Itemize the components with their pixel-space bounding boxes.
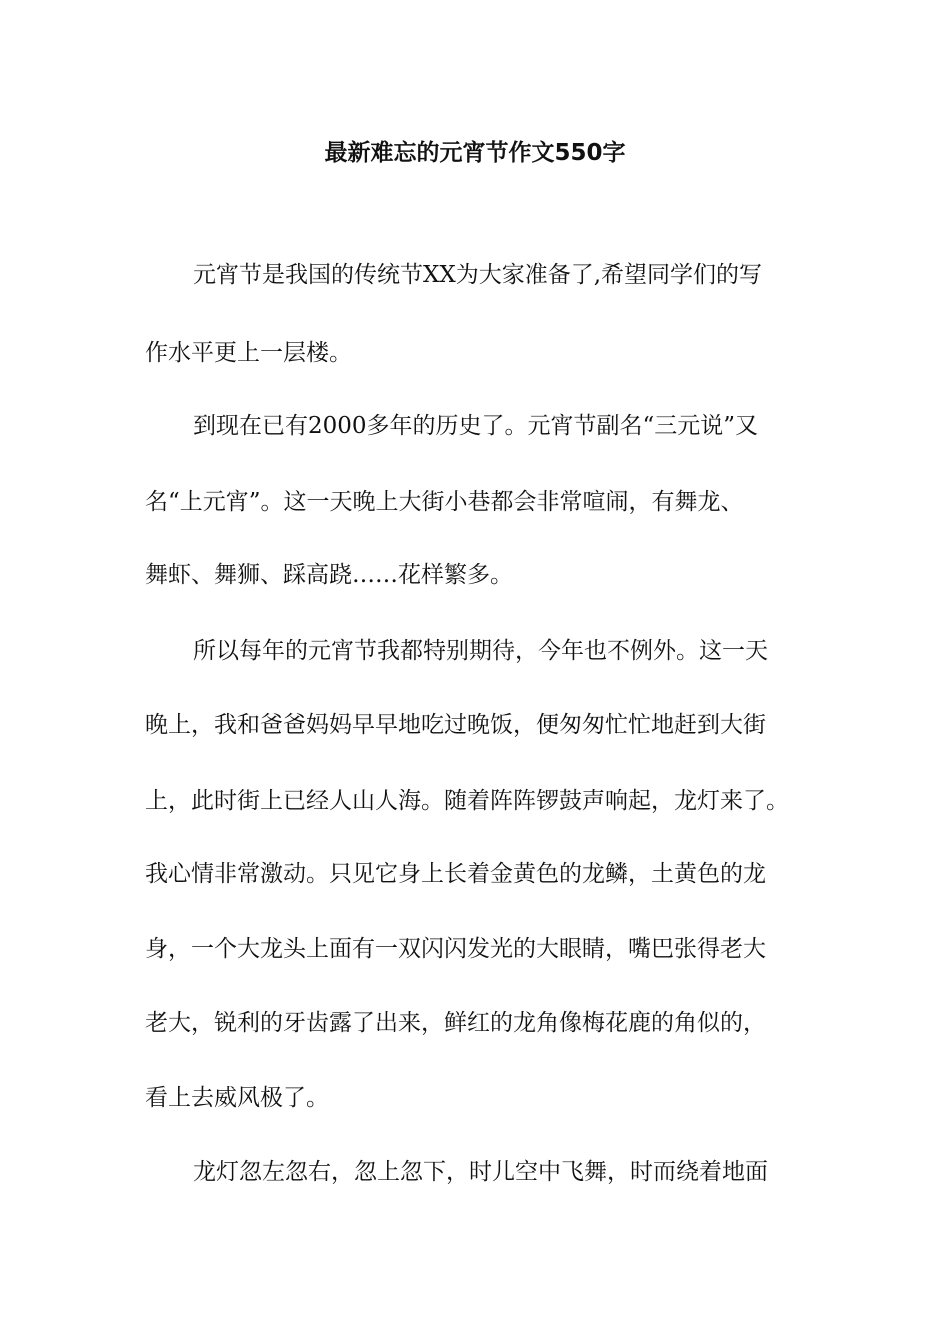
paragraph-3-line-2: 晚上，我和爸爸妈妈早早地吃过晚饭，便匆匆忙忙地赶到大街	[145, 712, 766, 738]
paragraph-2-line-2: 名“上元宵”。这一天晚上大街小巷都会非常喧闹，有舞龙、	[145, 489, 744, 515]
paragraph-3-line-6: 老大，锐利的牙齿露了出来，鲜红的龙角像梅花鹿的角似的，	[145, 1010, 766, 1036]
paragraph-3-line-3: 上，此时街上已经人山人海。随着阵阵锣鼓声响起，龙灯来了。	[145, 788, 789, 814]
paragraph-3-line-7: 看上去威风极了。	[145, 1085, 329, 1111]
paragraph-1-line-1: 元宵节是我国的传统节XX为大家准备了,希望同学们的写	[193, 262, 763, 288]
paragraph-3-line-5: 身，一个大龙头上面有一双闪闪发光的大眼睛，嘴巴张得老大	[145, 936, 766, 962]
paragraph-4-line-1: 龙灯忽左忽右，忽上忽下，时儿空中飞舞，时而绕着地面	[193, 1159, 768, 1185]
paragraph-3-line-4: 我心情非常激动。只见它身上长着金黄色的龙鳞，土黄色的龙	[145, 861, 766, 887]
paragraph-1-line-2: 作水平更上一层楼。	[145, 340, 352, 366]
paragraph-2-line-1: 到现在已有2000多年的历史了。元宵节副名“三元说”又	[193, 413, 759, 439]
paragraph-3-line-1: 所以每年的元宵节我都特别期待，今年也不例外。这一天	[193, 638, 768, 664]
paragraph-2-line-3: 舞虾、舞狮、踩高跷……花样繁多。	[145, 562, 513, 588]
document-title: 最新难忘的元宵节作文550字	[324, 140, 626, 166]
